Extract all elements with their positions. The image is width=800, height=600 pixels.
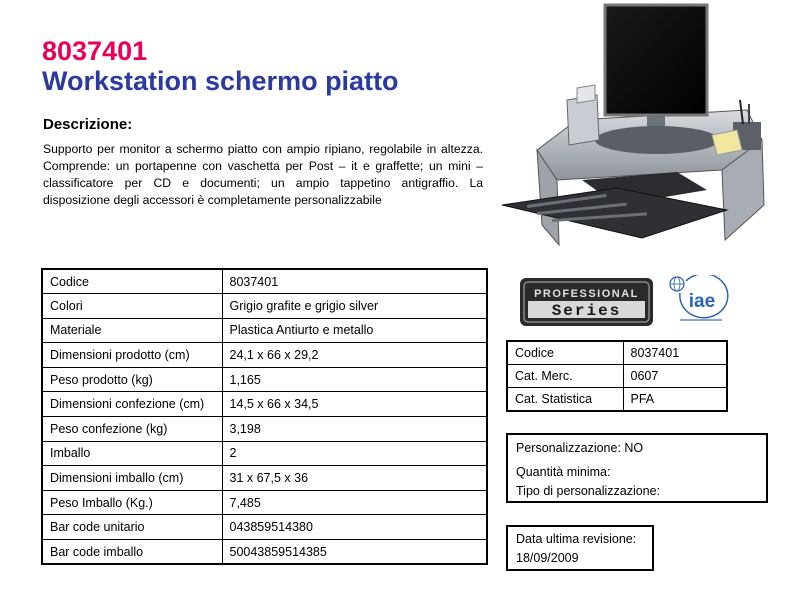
table-row — [42, 515, 487, 540]
row-label: Peso Imballo (Kg.) — [42, 490, 222, 515]
row-value: 50043859514385 — [222, 540, 487, 565]
row-value: 7,485 — [222, 490, 487, 515]
row-label: Peso confezione (kg) — [42, 417, 222, 442]
logo-iae-text: iae — [688, 291, 716, 312]
row-label: Dimensioni imballo (cm) — [42, 466, 222, 491]
personalization-box — [506, 433, 768, 503]
professional-series-logo — [520, 278, 653, 326]
table-row — [42, 441, 487, 466]
revision-date: 18/09/2009 — [516, 551, 579, 565]
table-row — [42, 318, 487, 343]
row-label: Colori — [42, 294, 222, 319]
iae-logo — [666, 275, 729, 327]
table-row — [42, 294, 487, 319]
row-label: Bar code imballo — [42, 540, 222, 565]
table-row — [42, 540, 487, 565]
row-label: Codice — [42, 269, 222, 294]
row-label: Cat. Statistica — [507, 388, 623, 411]
row-value: 3,198 — [222, 417, 487, 442]
row-label: Imballo — [42, 441, 222, 466]
row-value: 2 — [222, 441, 487, 466]
description-text: Supporto per monitor a schermo piatto con ampio ripiano, regolabile in altezza. Comprende: un portapenne con vaschetta per Post – it e graffette; un mini – classificatore per CD e documenti; un ampio tappetino antigraffio. La disposizione degli accessori è completamente personalizzabile — [43, 142, 483, 207]
table-row — [507, 341, 727, 364]
row-value: 14,5 x 66 x 34,5 — [222, 392, 487, 417]
table-row — [42, 417, 487, 442]
row-label: Materiale — [42, 318, 222, 343]
logo-series-text: Series — [551, 302, 622, 320]
table-row — [42, 392, 487, 417]
table-row — [507, 364, 727, 387]
table-row — [42, 367, 487, 392]
row-label: Codice — [507, 341, 623, 364]
table-row — [42, 490, 487, 515]
row-label: Dimensioni prodotto (cm) — [42, 343, 222, 368]
row-value: 8037401 — [222, 269, 487, 294]
row-value: PFA — [623, 388, 727, 411]
codes-table — [506, 340, 728, 412]
row-value: 1,165 — [222, 367, 487, 392]
personalization-label: Personalizzazione: NO — [516, 441, 644, 455]
row-label: Peso prodotto (kg) — [42, 367, 222, 392]
row-value: 24,1 x 66 x 29,2 — [222, 343, 487, 368]
logo-professional-text: PROFESSIONAL — [534, 288, 639, 300]
row-value: 31 x 67,5 x 36 — [222, 466, 487, 491]
product-photo — [497, 0, 800, 258]
table-row — [507, 388, 727, 411]
product-code: 8037401 — [42, 36, 148, 66]
table-row — [42, 269, 487, 294]
row-label: Dimensioni confezione (cm) — [42, 392, 222, 417]
row-value: Grigio grafite e grigio silver — [222, 294, 487, 319]
minimum-quantity-label: Quantità minima: — [516, 465, 611, 479]
description-heading: Descrizione: — [43, 116, 133, 133]
revision-label: Data ultima revisione: — [516, 532, 637, 546]
row-value: Plastica Antiurto e metallo — [222, 318, 487, 343]
table-row — [42, 343, 487, 368]
revision-box — [506, 525, 654, 571]
row-label: Bar code unitario — [42, 515, 222, 540]
row-value: 0607 — [623, 364, 727, 387]
row-value: 8037401 — [623, 341, 727, 364]
specifications-table — [41, 268, 488, 565]
row-label: Cat. Merc. — [507, 364, 623, 387]
product-title: Workstation schermo piatto — [42, 66, 399, 96]
table-row — [42, 466, 487, 491]
row-value: 043859514380 — [222, 515, 487, 540]
personalization-type-label: Tipo di personalizzazione: — [516, 484, 661, 498]
